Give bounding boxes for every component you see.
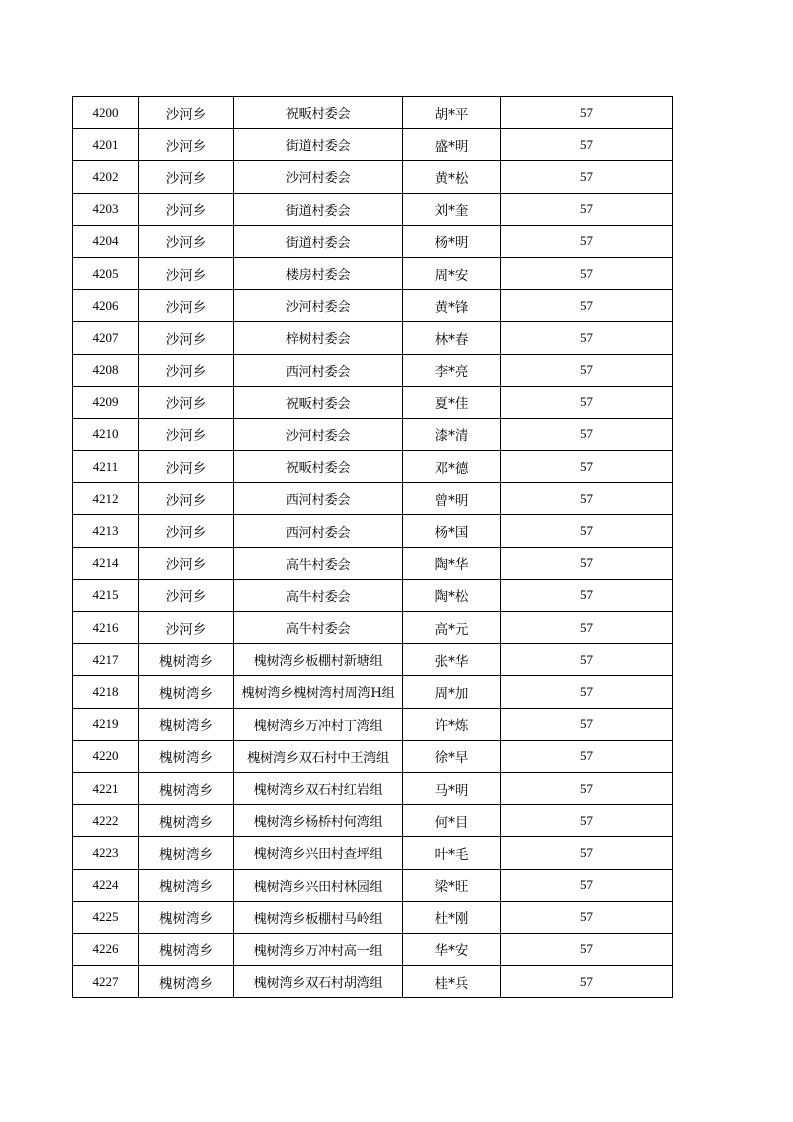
amount-cell: 57 [501,129,673,161]
table-row [73,386,673,418]
table-row [73,547,673,579]
village-cell: 街道村委会 [234,129,403,161]
township-cell: 槐树湾乡 [139,740,234,772]
table-row [73,869,673,901]
table-row [73,290,673,322]
person-name-cell: 曾*明 [403,483,501,515]
person-name-cell: 徐*早 [403,740,501,772]
person-name-cell: 夏*佳 [403,386,501,418]
row-number: 4208 [73,354,139,386]
table-row [73,708,673,740]
township-cell: 槐树湾乡 [139,805,234,837]
amount-cell: 57 [501,579,673,611]
person-name-cell: 高*元 [403,612,501,644]
village-cell: 沙河村委会 [234,161,403,193]
village-cell: 槐树湾乡槐树湾村周湾H组 [234,676,403,708]
village-cell: 街道村委会 [234,225,403,257]
person-name-cell: 黄*锋 [403,290,501,322]
amount-cell: 57 [501,901,673,933]
village-cell: 槐树湾乡双石村胡湾组 [234,966,403,998]
village-cell: 沙河村委会 [234,290,403,322]
amount-cell: 57 [501,708,673,740]
table-row [73,418,673,450]
table-row [73,676,673,708]
amount-cell: 57 [501,418,673,450]
person-name-cell: 何*目 [403,805,501,837]
township-cell: 沙河乡 [139,225,234,257]
person-name-cell: 邓*德 [403,451,501,483]
village-cell: 高牛村委会 [234,579,403,611]
amount-cell: 57 [501,869,673,901]
row-number: 4209 [73,386,139,418]
township-cell: 槐树湾乡 [139,933,234,965]
row-number: 4203 [73,193,139,225]
township-cell: 沙河乡 [139,129,234,161]
row-number: 4213 [73,515,139,547]
township-cell: 沙河乡 [139,579,234,611]
person-name-cell: 梁*旺 [403,869,501,901]
row-number: 4225 [73,901,139,933]
village-cell: 街道村委会 [234,193,403,225]
data-table [72,96,673,998]
amount-cell: 57 [501,322,673,354]
person-name-cell: 许*炼 [403,708,501,740]
township-cell: 沙河乡 [139,97,234,129]
row-number: 4212 [73,483,139,515]
table-row [73,225,673,257]
table-row [73,966,673,998]
village-cell: 槐树湾乡双石村红岩组 [234,772,403,804]
township-cell: 槐树湾乡 [139,644,234,676]
table-row [73,901,673,933]
person-name-cell: 周*加 [403,676,501,708]
row-number: 4226 [73,933,139,965]
township-cell: 槐树湾乡 [139,837,234,869]
amount-cell: 57 [501,837,673,869]
person-name-cell: 漆*清 [403,418,501,450]
amount-cell: 57 [501,193,673,225]
row-number: 4223 [73,837,139,869]
township-cell: 沙河乡 [139,451,234,483]
village-cell: 槐树湾乡万冲村丁湾组 [234,708,403,740]
table-row [73,772,673,804]
village-cell: 高牛村委会 [234,612,403,644]
township-cell: 槐树湾乡 [139,901,234,933]
person-name-cell: 胡*平 [403,97,501,129]
village-cell: 槐树湾乡板棚村马岭组 [234,901,403,933]
row-number: 4206 [73,290,139,322]
village-cell: 祝畈村委会 [234,386,403,418]
amount-cell: 57 [501,354,673,386]
person-name-cell: 周*安 [403,257,501,289]
table-row [73,354,673,386]
village-cell: 西河村委会 [234,483,403,515]
person-name-cell: 杨*国 [403,515,501,547]
person-name-cell: 李*亮 [403,354,501,386]
amount-cell: 57 [501,547,673,579]
table-row [73,257,673,289]
row-number: 4221 [73,772,139,804]
row-number: 4211 [73,451,139,483]
person-name-cell: 桂*兵 [403,966,501,998]
village-cell: 楼房村委会 [234,257,403,289]
amount-cell: 57 [501,161,673,193]
table-row [73,515,673,547]
township-cell: 沙河乡 [139,547,234,579]
row-number: 4215 [73,579,139,611]
table-row [73,322,673,354]
row-number: 4216 [73,612,139,644]
table-row [73,612,673,644]
amount-cell: 57 [501,515,673,547]
township-cell: 沙河乡 [139,354,234,386]
village-cell: 槐树湾乡万冲村高一组 [234,933,403,965]
township-cell: 沙河乡 [139,386,234,418]
amount-cell: 57 [501,225,673,257]
village-cell: 梓树村委会 [234,322,403,354]
village-cell: 祝畈村委会 [234,97,403,129]
amount-cell: 57 [501,97,673,129]
table-row [73,644,673,676]
person-name-cell: 陶*华 [403,547,501,579]
row-number: 4220 [73,740,139,772]
township-cell: 沙河乡 [139,483,234,515]
row-number: 4207 [73,322,139,354]
amount-cell: 57 [501,966,673,998]
amount-cell: 57 [501,386,673,418]
amount-cell: 57 [501,483,673,515]
township-cell: 沙河乡 [139,193,234,225]
row-number: 4218 [73,676,139,708]
row-number: 4224 [73,869,139,901]
village-cell: 槐树湾乡板棚村新塘组 [234,644,403,676]
village-cell: 槐树湾乡兴田村林园组 [234,869,403,901]
village-cell: 沙河村委会 [234,418,403,450]
person-name-cell: 叶*毛 [403,837,501,869]
amount-cell: 57 [501,805,673,837]
row-number: 4210 [73,418,139,450]
person-name-cell: 杜*刚 [403,901,501,933]
person-name-cell: 林*春 [403,322,501,354]
row-number: 4201 [73,129,139,161]
row-number: 4202 [73,161,139,193]
table-row [73,161,673,193]
table-row [73,97,673,129]
village-cell: 祝畈村委会 [234,451,403,483]
row-number: 4222 [73,805,139,837]
amount-cell: 57 [501,612,673,644]
table-row [73,805,673,837]
table-row [73,451,673,483]
person-name-cell: 盛*明 [403,129,501,161]
table-row [73,129,673,161]
row-number: 4200 [73,97,139,129]
township-cell: 沙河乡 [139,290,234,322]
amount-cell: 57 [501,644,673,676]
township-cell: 槐树湾乡 [139,772,234,804]
amount-cell: 57 [501,257,673,289]
township-cell: 沙河乡 [139,515,234,547]
person-name-cell: 黄*松 [403,161,501,193]
amount-cell: 57 [501,933,673,965]
township-cell: 槐树湾乡 [139,869,234,901]
row-number: 4214 [73,547,139,579]
village-cell: 槐树湾乡杨桥村何湾组 [234,805,403,837]
person-name-cell: 杨*明 [403,225,501,257]
row-number: 4217 [73,644,139,676]
village-cell: 西河村委会 [234,515,403,547]
person-name-cell: 陶*松 [403,579,501,611]
township-cell: 槐树湾乡 [139,708,234,740]
amount-cell: 57 [501,772,673,804]
person-name-cell: 马*明 [403,772,501,804]
amount-cell: 57 [501,451,673,483]
person-name-cell: 张*华 [403,644,501,676]
amount-cell: 57 [501,676,673,708]
amount-cell: 57 [501,740,673,772]
table-row [73,740,673,772]
village-cell: 西河村委会 [234,354,403,386]
table-row [73,837,673,869]
township-cell: 沙河乡 [139,418,234,450]
row-number: 4227 [73,966,139,998]
village-cell: 槐树湾乡兴田村查坪组 [234,837,403,869]
township-cell: 沙河乡 [139,612,234,644]
village-cell: 高牛村委会 [234,547,403,579]
township-cell: 沙河乡 [139,257,234,289]
village-cell: 槐树湾乡双石村中王湾组 [234,740,403,772]
table-body [73,97,673,998]
township-cell: 槐树湾乡 [139,966,234,998]
table-row [73,933,673,965]
person-name-cell: 华*安 [403,933,501,965]
table-row [73,483,673,515]
row-number: 4219 [73,708,139,740]
township-cell: 沙河乡 [139,322,234,354]
township-cell: 槐树湾乡 [139,676,234,708]
township-cell: 沙河乡 [139,161,234,193]
amount-cell: 57 [501,290,673,322]
table-row [73,579,673,611]
row-number: 4204 [73,225,139,257]
person-name-cell: 刘*奎 [403,193,501,225]
row-number: 4205 [73,257,139,289]
table-row [73,193,673,225]
